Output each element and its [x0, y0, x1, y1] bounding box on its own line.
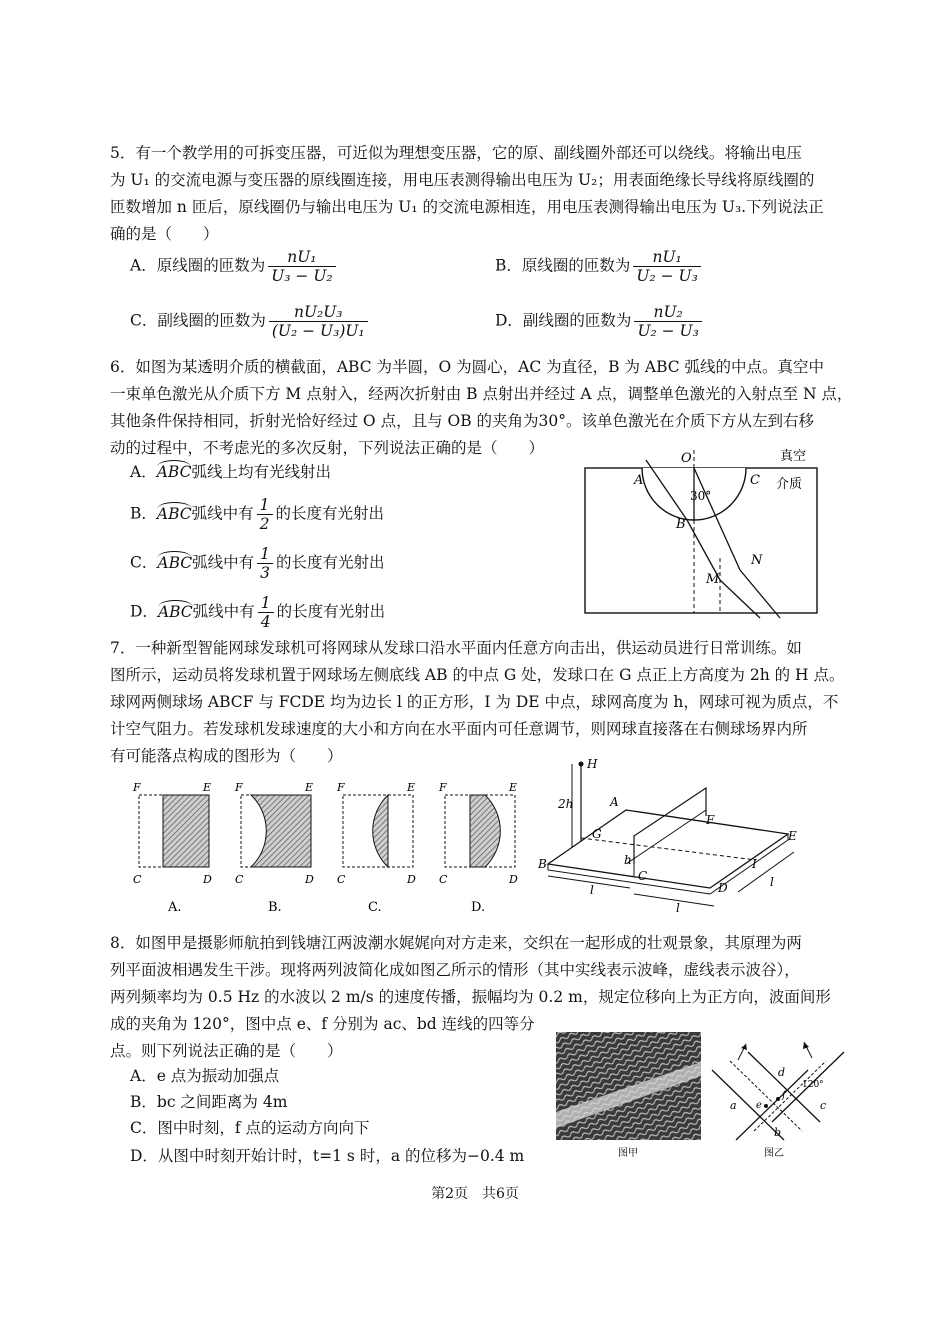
q6-line: 一束单色激光从介质下方 M 点射入，经两次折射由 B 点射出并经过 A 点，调整单色激光的入射点至 N 点， [110, 385, 853, 403]
q8-interference-figure [708, 1032, 848, 1160]
choice-b-d: D [305, 873, 314, 886]
q8-line: 成的夹角为 120°，图中点 e、f 分别为 ac、bd 连线的四等分 [110, 1015, 535, 1033]
label-b: B [538, 857, 547, 871]
option-rest: 的长度有光射出 [276, 602, 386, 621]
choice-d-f: F [439, 781, 447, 794]
q8-option-d[interactable]: D．从图中时刻开始计时，t=1 s 时，a 的位移为−0.4 m [130, 1147, 525, 1165]
choice-d-region [470, 795, 500, 867]
ray-mb [687, 520, 720, 580]
point-h [579, 762, 584, 767]
q7-choices [125, 775, 535, 925]
q5-line: 5．有一个教学用的可拆变压器，可近似为理想变压器，它的原、副线圈外部还可以绕线。将输出电压 [110, 144, 802, 162]
fig-jia-caption: 图甲 [618, 1148, 638, 1159]
dim-cd [634, 894, 714, 906]
q8-photo-figure [556, 1032, 704, 1160]
choice-b-label: B. [268, 900, 282, 915]
option-prefix: D． [130, 602, 158, 621]
numerator: nU₁ [633, 248, 700, 267]
q8-option-a[interactable]: A．e 点为振动加强点 [130, 1067, 280, 1085]
label-f: f [782, 1090, 786, 1101]
arc-label: ABC [156, 504, 192, 523]
label-d: d [778, 1066, 786, 1079]
label-h-point: H [587, 757, 598, 771]
q7-line: 有可能落点构成的图形为（ ） [110, 747, 343, 765]
label-a: A [634, 473, 644, 488]
choice-a[interactable] [132, 781, 212, 915]
label-angle: 30° [690, 489, 712, 503]
label-c: C [750, 473, 760, 488]
label-o: O [681, 451, 692, 466]
option-prefix: C． [130, 553, 158, 572]
q6-line: 动的过程中，不考虑光的多次反射，下列说法正确的是（ ） [110, 439, 545, 457]
ray-in-n [740, 570, 780, 618]
label-c: C [638, 869, 648, 883]
option-rest: 的长度有光射出 [275, 504, 385, 523]
fraction [633, 248, 700, 285]
option-prefix: A． [130, 463, 157, 481]
q5-option-d[interactable] [495, 303, 705, 340]
numerator: 1 [257, 545, 273, 564]
q8-line: 两列频率均为 0.5 Hz 的水波以 2 m/s 的速度传播，振幅均为 0.2 m，规定位移向上为正方向，波面间形 [110, 988, 831, 1006]
fraction [269, 303, 368, 340]
label-l3: l [770, 875, 774, 889]
ray-in-m [720, 580, 760, 618]
choice-a-f: F [133, 781, 141, 794]
fig-yi-caption: 图乙 [764, 1148, 784, 1159]
denominator: U₃ − U₂ [271, 267, 333, 285]
numerator: nU₂ [634, 303, 701, 322]
choice-a-e: E [203, 781, 212, 794]
q5-option-b-text: B．原线圈的匝数为 [495, 256, 631, 275]
label-medium: 介质 [776, 477, 803, 492]
fraction [257, 496, 273, 533]
choice-b-c: C [235, 873, 244, 886]
label-l2: l [676, 901, 680, 915]
q8-option-c[interactable]: C．图中时刻，f 点的运动方向向下 [130, 1119, 370, 1137]
choice-d[interactable] [438, 781, 518, 915]
arc-label: ABC [157, 602, 193, 621]
q7-court-figure [538, 752, 808, 917]
denominator: (U₂ − U₃)U₁ [271, 322, 365, 340]
label-e: e [756, 1100, 762, 1111]
denominator: 3 [260, 564, 270, 582]
q8-option-b[interactable]: B．bc 之间距离为 4m [130, 1093, 288, 1111]
photo-area [556, 1032, 701, 1140]
numerator: 1 [258, 594, 274, 613]
q8-line: 列平面波相遇发生干涉。现将两列波简化成如图乙所示的情形（其中实线表示波峰，虚线表示波谷）， [110, 961, 800, 979]
label-i: I [752, 857, 757, 871]
q5-option-b[interactable] [495, 248, 704, 285]
q6-option-b[interactable] [130, 496, 384, 533]
label-e: E [788, 829, 797, 843]
choice-b-region [251, 795, 311, 867]
choice-a-c: C [133, 873, 142, 886]
choice-d-e: E [509, 781, 518, 794]
q6-option-c[interactable] [130, 545, 385, 582]
choice-c-e: E [407, 781, 416, 794]
label-f: F [706, 813, 715, 827]
label-h: h [624, 853, 632, 867]
numerator: nU₁ [268, 248, 335, 267]
trough-line-1 [730, 1061, 802, 1131]
q6-line: 其他条件保持相同，折射光恰好经过 O 点，且与 OB 的夹角为30°。该单色激光在介质下方从左到右移 [110, 412, 814, 430]
q8-line: 点。则下列说法正确的是（ ） [110, 1042, 343, 1060]
choice-c-label: C. [368, 900, 382, 915]
choice-c-f: F [337, 781, 345, 794]
denominator: 2 [259, 515, 270, 533]
option-mid: 弧线中有 [192, 553, 255, 572]
q7-line: 图所示，运动员将发球机置于网球场左侧底线 AB 的中点 G 处，发球口在 G 点正上方高度为 2h 的 H 点。 [110, 666, 845, 684]
q8-line: 8．如图甲是摄影师航拍到钱塘江两波潮水娓娓向对方走来，交织在一起形成的壮观景象，其原理为两 [110, 934, 802, 952]
q5-option-a-text: A．原线圈的匝数为 [130, 256, 266, 275]
option-mid: 弧线中有 [192, 602, 255, 621]
choice-c[interactable] [336, 781, 416, 915]
crest-line-3 [736, 1070, 808, 1140]
dim-bc [548, 876, 630, 888]
choice-d-c: C [439, 873, 448, 886]
choice-c-region [373, 795, 388, 867]
arrow-right-head [803, 1042, 809, 1049]
denominator: U₂ − U₃ [636, 267, 698, 285]
denominator: U₂ − U₃ [637, 322, 699, 340]
q5-option-d-text: D．副线圈的匝数为 [495, 311, 632, 330]
q6-option-a[interactable] [130, 460, 331, 482]
page-footer: 第2页 共6页 [431, 1186, 519, 1202]
choice-b-f: F [235, 781, 243, 794]
label-m: M [706, 572, 720, 587]
question-7 [110, 635, 845, 770]
choice-b-e: E [305, 781, 314, 794]
q7-line: 球网两侧球场 ABCF 与 FCDE 均为边长 l 的正方形，I 为 DE 中点，球网高度为 h，网球可视为质点，不 [110, 693, 839, 711]
choice-c-d: D [407, 873, 416, 886]
label-c: c [820, 1099, 827, 1112]
label-l1: l [590, 883, 594, 897]
numerator: 1 [257, 496, 273, 515]
question-5 [110, 140, 840, 248]
label-a: a [730, 1099, 737, 1112]
dot-e [764, 1104, 768, 1108]
q5-line: 为 U₁ 的交流电源与变压器的原线圈连接，用电压表测得输出电压为 U₂；用表面绝缘长导线将原线圈的 [110, 171, 815, 189]
fraction [634, 303, 701, 340]
q6-line: 6．如图为某透明介质的横截面，ABC 为半圆，O 为圆心，AC 为直径，B 为 ABC 弧线的中点。真空中 [110, 358, 825, 376]
q7-line: 7．一种新型智能网球发球机可将网球从发球口沿水平面内任意方向击出，供运动员进行日常训练。如 [110, 639, 802, 657]
arc-label: ABC [156, 463, 192, 481]
choice-c-c: C [337, 873, 346, 886]
q5-line: 匝数增加 n 匝后，原线圈仍与输出电压为 U₁ 的交流电源相连，用电压表测得输出电压为 U₃.下列说法正 [110, 198, 824, 216]
label-n: N [751, 553, 763, 568]
q6-option-d[interactable] [130, 594, 385, 631]
choice-a-d: D [203, 873, 212, 886]
label-angle: 120° [802, 1080, 824, 1090]
denominator: 4 [260, 613, 271, 631]
label-a: A [610, 795, 619, 809]
choice-b[interactable] [234, 781, 314, 915]
option-mid: 弧线中有 [191, 504, 254, 523]
choice-d-d: D [509, 873, 518, 886]
numerator: nU₂U₃ [269, 303, 368, 322]
choice-d-label: D. [471, 900, 486, 915]
q7-line: 计空气阻力。若发球机发球速度的大小和方向在水平面内可任意调节，则网球直接落在右侧球场界内所 [110, 720, 808, 738]
label-d: D [718, 881, 728, 895]
dot-f [776, 1097, 780, 1101]
fraction [258, 594, 274, 631]
arc-label: ABC [157, 553, 193, 572]
option-prefix: B． [130, 504, 157, 523]
label-b: b [774, 1126, 782, 1139]
option-rest: 弧线上均有光线射出 [191, 463, 331, 481]
label-b: B [676, 517, 686, 532]
fraction [257, 545, 273, 582]
label-vacuum: 真空 [780, 449, 807, 464]
option-rest: 的长度有光射出 [276, 553, 385, 572]
fraction [268, 248, 335, 285]
trough-line-2 [754, 1061, 826, 1131]
q5-option-c-text: C．副线圈的匝数为 [130, 311, 266, 330]
q6-figure [580, 440, 830, 620]
q5-line: 确的是（ ） [110, 225, 219, 243]
label-2h: 2h [558, 797, 574, 811]
q5-option-a[interactable] [130, 248, 339, 285]
choice-a-label: A. [168, 900, 182, 915]
choice-a-region [163, 795, 209, 867]
q5-option-c[interactable] [130, 303, 371, 340]
label-g: G [592, 827, 602, 841]
